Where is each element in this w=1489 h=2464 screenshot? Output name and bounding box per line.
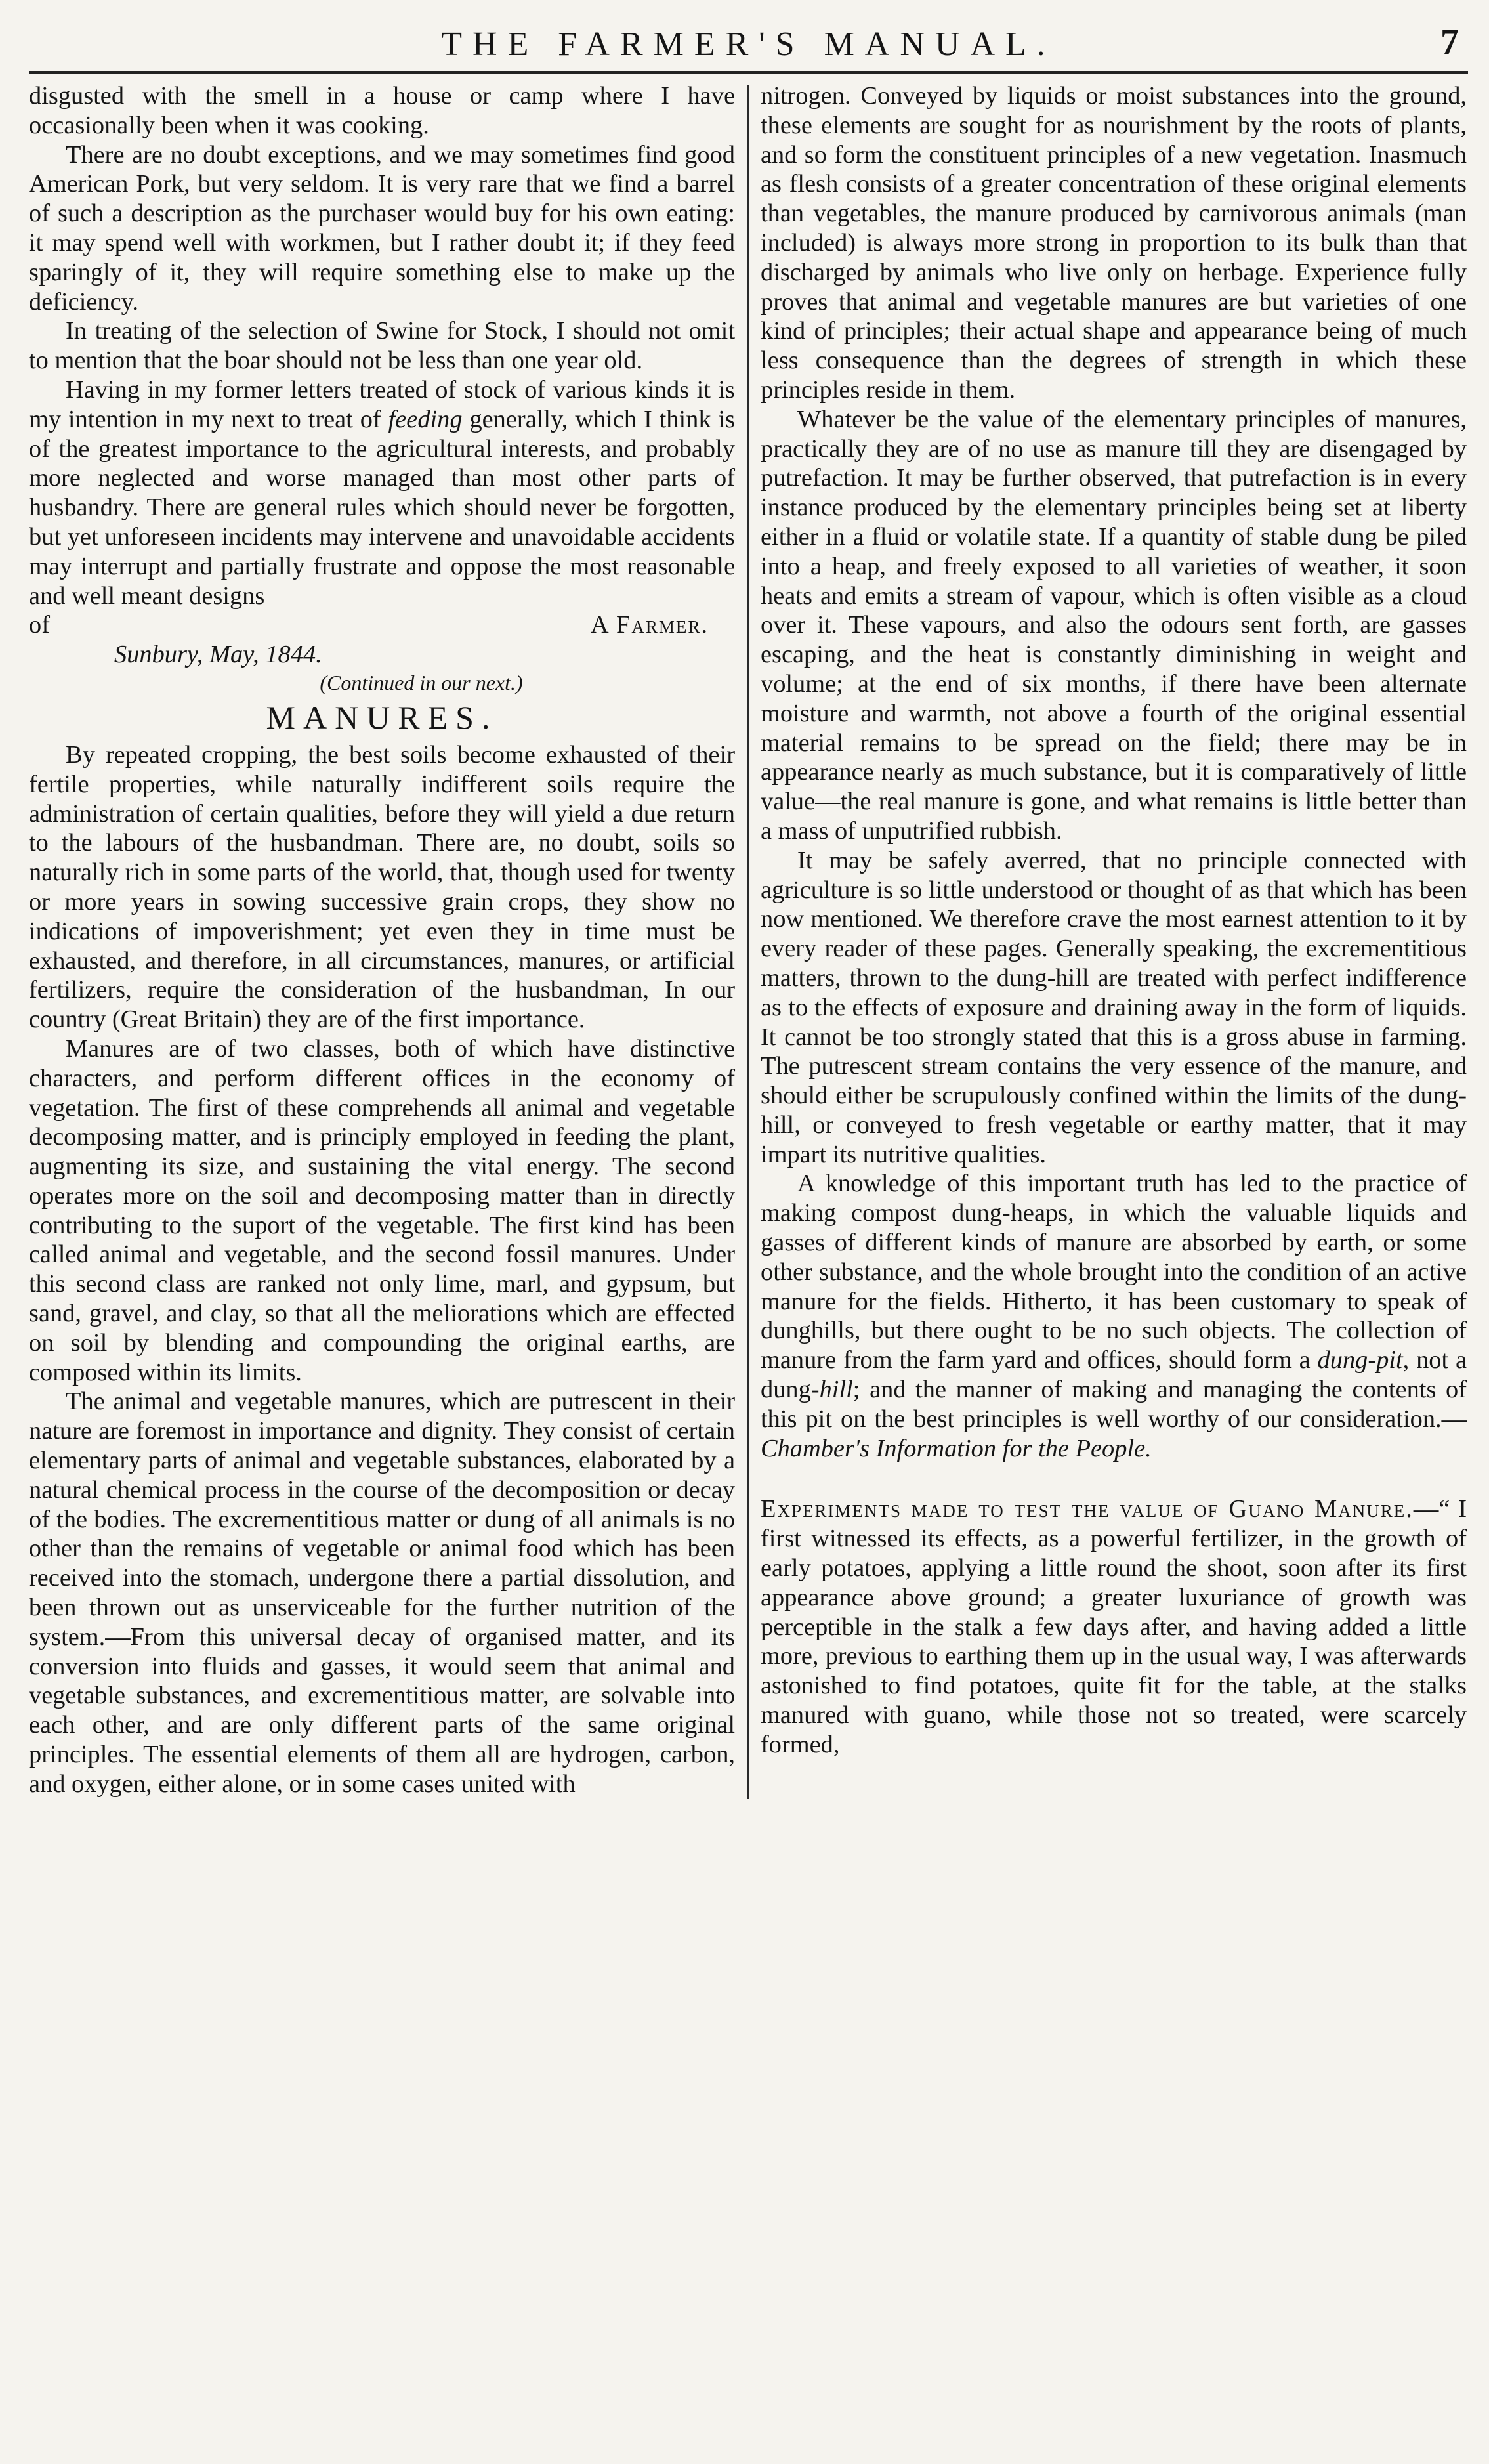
italic-word: feeding bbox=[388, 405, 463, 433]
paragraph bbox=[761, 1495, 1467, 1759]
text-run: Having in my former letters treated of stock of various kinds it is my intention in my next to treat of bbox=[29, 375, 735, 433]
running-head bbox=[29, 20, 1468, 67]
italic-word: dung-pit bbox=[1317, 1346, 1403, 1374]
text-run: —“ I first witnessed its effects, as a powerful fertilizer, in the growth of early potatoes, applying a little round the shoot, soon after its first appearance above ground; a greater luxuriance of growth was perceptible in the stalk a few days after, and having added a little more, previous to earthing them up in the usual way, I was afterwards astonished to find potatoes, quite fit for the table, at the stalks manured with guano, while those not so treated, were scarcely formed, bbox=[761, 1495, 1467, 1758]
paragraph: The animal and vegetable manures, which are putrescent in their nature are foremost in importance and dignity. They consist of certain elementary parts of animal and vegetable substances, elaborated by a natural chemical process in the course of the decomposition or decay of the bodies. The excrementitious matter or dung of all animals is no other than the remains of vegetable or animal food which has been received into the stomach, undergone there a partial dissolution, and been thrown out as unserviceable for the further nutrition of the system.—From this universal decay of organised matter, and its conversion into fluids and gasses, it would seem that animal and vegetable substances, and excrementitious matter, are solvable into each other, and are only different parts of the same original principles. The essential elements of them all are hydrogen, carbon, and oxygen, either alone, or in some cases united with bbox=[29, 1388, 735, 1798]
paragraph: In treating of the selection of Swine for Stock, I should not omit to mention that the boar should not be less than one year old. bbox=[29, 317, 735, 375]
text-run: ; and the manner of making and managing the contents of this pit on the best principles is well worthy of our consideration.— bbox=[761, 1376, 1467, 1433]
paragraph: Whatever be the value of the elementary principles of manures, practically they are of no use as manure till they are disengaged by putrefaction. It may be further observed, that putrefaction is in every instance produced by the elementary principles being set at liberty either in a fluid or volatile state. If a quantity of stable dung be piled into a heap, and freely exposed to all varieties of weather, it soon heats and emits a stream of vapour, which is often visible as a cloud over it. These vapours, and also the odours sent forth, are gasses escaping, and the heat is constantly diminishing in weight and volume; at the end of six months, if there have been alternate moisture and warmth, not above a fourth of the original essential material remains to be spread on the field; there may be in appearance nearly as much substance, but it is comparatively of little value—the real manure is gone, and what remains is little better than a mass of unputrified rubbish. bbox=[761, 405, 1467, 845]
paragraph: There are no doubt exceptions, and we may sometimes find good American Pork, but very seldom. It is very rare that we find a barrel of such a description as the purchaser would buy for his own eating: it may spend well with workmen, but I rather doubt it; if they feed sparingly of it, they will require something else to make up the deficiency. bbox=[29, 140, 735, 316]
dateline: Sunbury, May, 1844. bbox=[114, 641, 322, 669]
paragraph: Manures are of two classes, both of which have distinctive characters, and perform different offices in the economy of vegetation. The first of these comprehends all animal and vegetable decomposing matter, and is principly employed in feeding the plant, augmenting its size, and sustaining the vital energy. The second operates more on the soil and decomposing matter than in directly contributing to the suport of the vegetable. The first kind has been called animal and vegetable, and the second fossil manures. Under this second class are ranked not only lime, marl, and gypsum, but sand, gravel, and clay, so that all the meliorations which are effected on soil by blending and compounding the original earths, are composed within its limits. bbox=[29, 1034, 735, 1386]
article-heading: Experiments made to test the value of Guano Manure. bbox=[761, 1495, 1414, 1523]
section-heading: MANURES. bbox=[266, 698, 498, 736]
spacer bbox=[761, 1463, 1467, 1495]
paragraph bbox=[29, 375, 735, 610]
text-run: generally, which I think is of the greatest importance to the agricultural interests, and probably more neglected and worse managed than most other parts of husbandry. There are general rules which should never be forgotten, but yet unforeseen incidents may intervene and unavoidable accidents may interrupt and partially frustrate and oppose the most reasonable and well meant designs bbox=[29, 405, 735, 610]
text-run: A knowledge of this important truth has led to the practice of making compost dung-heaps, in which the valuable liquids and gasses of different kinds of manure are absorbed by earth, or some other substance, and the whole brought into the condition of an active manure for the fields. Hitherto, it has been customary to speak of dunghills, but there ought to be no such objects. The collection of manure from the farm yard and offices, should form a bbox=[761, 1170, 1467, 1374]
paragraph: nitrogen. Conveyed by liquids or moist substances into the ground, these elements are sought for as nourishment by the roots of plants, and so form the constituent principles of a new vegetation. Inasmuch as flesh consists of a greater concentration of these original elements than vegetables, the manure produced by carnivorous animals (man included) is always more strong in proportion to its bulk than that discharged by animals who live only on herbage. Experience fully proves that animal and vegetable manures are but varieties of one kind of principles; their actual shape and appearance being of much less consequence than the degrees of strength in which these principles reside in them. bbox=[761, 82, 1467, 404]
italic-word: hill bbox=[819, 1376, 853, 1404]
text-run: , not a dung- bbox=[761, 1346, 1467, 1404]
running-title: THE FARMER'S MANUAL. bbox=[441, 26, 1056, 63]
left-column bbox=[29, 81, 747, 1799]
source-citation: Chamber's Information for the People. bbox=[761, 1434, 1152, 1462]
page-number: 7 bbox=[1440, 22, 1459, 62]
right-column bbox=[749, 81, 1467, 1799]
paragraph: disgusted with the smell in a house or camp where I have occasionally been when it was cooking. bbox=[29, 82, 735, 139]
paragraph: It may be safely averred, that no principle connected with agriculture is so little understood or thought of as that which has been now mentioned. We therefore crave the most earnest attention to it by every reader of these pages. Generally speaking, the excrementitious matters, thrown to the dung-hill are treated with perfect indifference as to the effects of exposure and draining away in the form of liquids. It cannot be too strongly stated that this is a gross abuse in farming. The putrescent stream contains the very essence of the manure, and should either be scrupulously confined within the limits of the dung-hill, or conveyed to fresh vegetable or earthy matter, that it may impart its nutritive qualities. bbox=[761, 846, 1467, 1168]
continued-note: (Continued in our next.) bbox=[320, 670, 523, 694]
paragraph bbox=[761, 1169, 1467, 1463]
signature-line bbox=[29, 610, 735, 640]
paragraph: By repeated cropping, the best soils become exhausted of their fertile properties, while naturally indifferent soils require the administration of certain qualities, before they will yield a due return to the labours of the husbandman. There are, no doubt, soils so naturally rich in some parts of the world, that, though used for twenty or more years in sowing successive grain crops, they show no indications of impoverishment; yet even they in time must be exhausted, and therefore, in all circumstances, manures, or artificial fertilizers, require the consideration of the husbandman, In our country (Great Britain) they are of the first importance. bbox=[29, 740, 735, 1034]
header-rule bbox=[29, 71, 1468, 74]
signature: A Farmer. bbox=[590, 611, 709, 639]
columns bbox=[29, 81, 1468, 1799]
signature-of: of bbox=[29, 611, 50, 639]
